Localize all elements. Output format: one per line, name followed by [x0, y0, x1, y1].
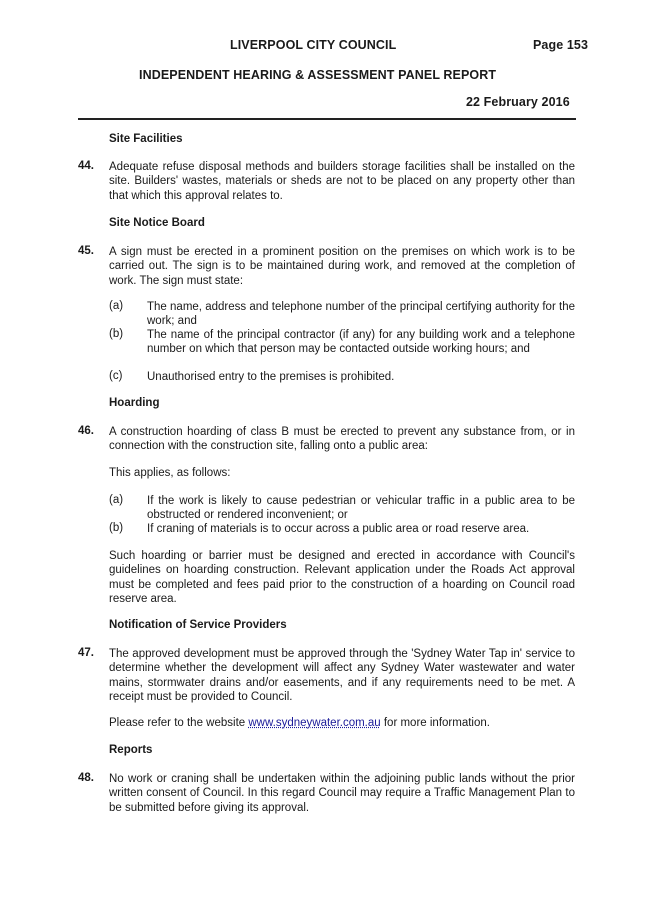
sydney-water-link[interactable]: www.sydneywater.com.au: [248, 717, 381, 729]
list-item-text: If craning of materials is to occur across a public area or road reserve area.: [147, 523, 530, 535]
list-item-text: The name, address and telephone number of the principal certifying authority for the work; and: [147, 301, 575, 328]
section-heading-service-providers: Notification of Service Providers: [109, 619, 287, 631]
website-reference-prefix: Please refer to the website: [109, 717, 249, 729]
list-item-text: Unauthorised entry to the premises is prohibited.: [147, 371, 395, 383]
section-heading-hoarding: Hoarding: [109, 397, 160, 409]
council-name: LIVERPOOL CITY COUNCIL: [230, 38, 397, 52]
clause-number-46: 46.: [78, 425, 94, 437]
section-heading-reports: Reports: [109, 744, 153, 756]
website-reference: [109, 716, 575, 730]
clause-applies-text: This applies, as follows:: [109, 467, 231, 479]
clause-note-46: Such hoarding or barrier must be designed and erected in accordance with Council's guidelines on hoarding construction. Relevant application under the Roads Act approval must be completed and fees paid prior to the construction of a hoarding on Council road reserve area.: [109, 550, 575, 605]
report-date: 22 February 2016: [466, 95, 570, 109]
clause-number-44: 44.: [78, 160, 94, 172]
clause-text-47: The approved development must be approved through the 'Sydney Water Tap in' service to determine whether the development will affect any Sydney Water wastewater and water mains, stormwater drains and/or easements, and if any requirements need to be met. A receipt must be provided to Council.: [109, 648, 575, 703]
clause-text-44: Adequate refuse disposal methods and builders storage facilities shall be installed on the site. Builders' wastes, materials or sheds are not to be placed on any property other than that which this approval relates to.: [109, 161, 575, 202]
list-item-label: (a): [109, 300, 124, 312]
list-item-label: (c): [109, 370, 123, 382]
clause-number-48: 48.: [78, 772, 94, 784]
list-item-text: If the work is likely to cause pedestrian or vehicular traffic in a public area to be obstructed or rendered inconvenient; or: [147, 495, 575, 522]
clause-number-45: 45.: [78, 245, 94, 257]
report-title: INDEPENDENT HEARING & ASSESSMENT PANEL REPORT: [139, 68, 497, 82]
website-reference-suffix: for more information.: [380, 717, 490, 729]
section-heading-site-notice-board: Site Notice Board: [109, 217, 205, 229]
clause-text-45: A sign must be erected in a prominent position on the premises on which work is to be carried out. The sign is to be maintained during work, and removed at the completion of work. The sign must state:: [109, 246, 575, 287]
clause-number-47: 47.: [78, 647, 94, 659]
list-item-label: (b): [109, 522, 124, 534]
clause-text-48: No work or craning shall be undertaken within the adjoining public lands without the prior written consent of Council. In this regard Council may require a Traffic Management Plan to be submitted before giving its approval.: [109, 773, 575, 814]
clause-text-46: A construction hoarding of class B must be erected to prevent any substance from, or in connection with the construction site, falling onto a public area:: [109, 426, 575, 453]
page-number: Page 153: [533, 38, 589, 52]
list-item-text: The name of the principal contractor (if any) for any building work and a telephone number on which that person may be contacted outside working hours; and: [147, 329, 575, 356]
section-heading-site-facilities: Site Facilities: [109, 133, 183, 145]
list-item-label: (a): [109, 494, 124, 506]
header-divider: [78, 118, 576, 120]
list-item-label: (b): [109, 328, 124, 340]
